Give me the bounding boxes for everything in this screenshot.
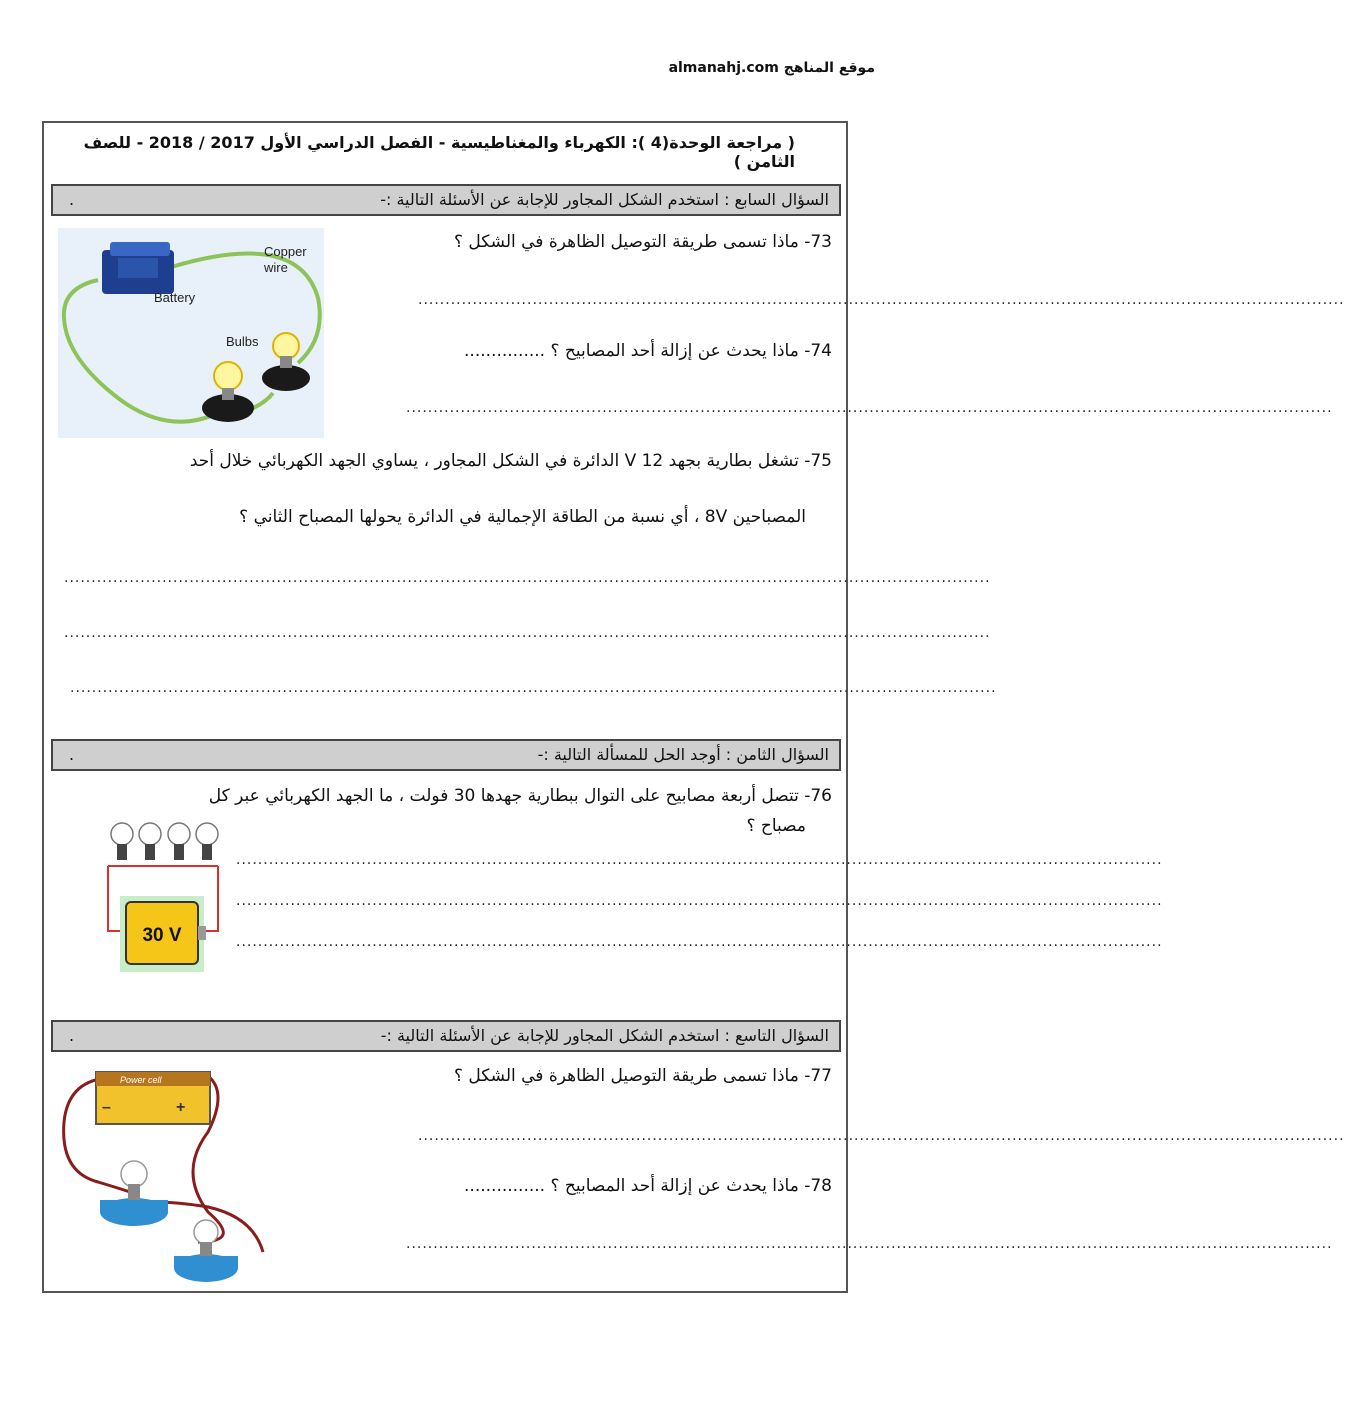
figure-series-circuit bbox=[58, 228, 324, 438]
question-76-line-2: مصباح ؟ bbox=[746, 816, 806, 836]
bulb-icon bbox=[196, 823, 218, 860]
answer-line-75c[interactable]: .......................................................................................................................................................................... bbox=[70, 680, 997, 696]
section-8-heading-text: السؤال الثامن : أوجد الحل للمسألة التالية :- bbox=[537, 745, 829, 764]
section-7-heading-text: السؤال السابع : استخدم الشكل المجاور للإجابة عن الأسئلة التالية :- bbox=[380, 190, 829, 209]
minus-terminal-label: – bbox=[102, 1099, 111, 1116]
figure-four-bulbs-circuit bbox=[104, 816, 224, 974]
answer-line-75a[interactable]: .......................................................................................................................................................................... bbox=[64, 570, 991, 586]
battery-voltage-label: 30 V bbox=[142, 925, 182, 946]
question-76-line-1: 76- تتصل أربعة مصابيح على التوال ببطارية جهدها 30 فولت ، ما الجهد الكهربائي عبر كل bbox=[208, 786, 832, 806]
answer-line-74[interactable]: .......................................................................................................................................................................... bbox=[406, 400, 1333, 416]
answer-line-78[interactable]: .......................................................................................................................................................................... bbox=[406, 1236, 1333, 1252]
answer-line-73[interactable]: .......................................................................................................................................................................... bbox=[418, 292, 1345, 308]
question-77: 77- ماذا تسمى طريقة التوصيل الظاهرة في الشكل ؟ bbox=[453, 1066, 832, 1086]
question-75-line-2: المصباحين 8V ، أي نسبة من الطاقة الإجمالية في الدائرة يحولها المصباح الثاني ؟ bbox=[239, 507, 806, 527]
power-cell-label: Power cell bbox=[120, 1075, 162, 1085]
section-7-end-mark: . bbox=[69, 190, 75, 209]
section-8-heading bbox=[51, 739, 841, 771]
question-75-line-1: 75- تشغل بطارية بجهد V 12 الدائرة في الشكل المجاور ، يساوي الجهد الكهربائي خلال أحد bbox=[189, 451, 832, 471]
figure-power-cell-circuit bbox=[58, 1062, 278, 1288]
answer-line-75b[interactable]: .......................................................................................................................................................................... bbox=[64, 625, 991, 641]
battery-icon bbox=[102, 242, 174, 294]
section-9-heading-text: السؤال التاسع : استخدم الشكل المجاور للإجابة عن الأسئلة التالية :- bbox=[380, 1026, 829, 1045]
section-9-end-mark: . bbox=[69, 1026, 75, 1045]
label-copper: Copper bbox=[264, 244, 307, 259]
answer-line-76a[interactable]: .......................................................................................................................................................................... bbox=[236, 852, 1163, 868]
answer-line-76b[interactable]: .......................................................................................................................................................................... bbox=[236, 893, 1163, 909]
page-title: ( مراجعة الوحدة(4 ): الكهرباء والمغناطيسية - الفصل الدراسي الأول 2017 / 2018 - للصف الثامن ) bbox=[83, 133, 795, 171]
question-74: 74- ماذا يحدث عن إزالة أحد المصابيح ؟ ............... bbox=[464, 341, 832, 361]
site-watermark: موقع المناهج almanahj.com bbox=[668, 60, 875, 76]
bulb-icon bbox=[111, 823, 133, 860]
label-wire: wire bbox=[264, 260, 288, 275]
section-7-heading bbox=[51, 184, 841, 216]
bulb-icon bbox=[100, 1161, 168, 1226]
section-8-end-mark: . bbox=[69, 745, 75, 764]
bulb-icon bbox=[139, 823, 161, 860]
bulb-icon bbox=[174, 1220, 238, 1282]
bulb-icon bbox=[168, 823, 190, 860]
label-bulbs: Bulbs bbox=[226, 334, 259, 349]
label-battery: Battery bbox=[154, 290, 196, 305]
answer-line-77[interactable]: .......................................................................................................................................................................... bbox=[418, 1128, 1345, 1144]
question-73: 73- ماذا تسمى طريقة التوصيل الظاهرة في الشكل ؟ bbox=[453, 232, 832, 252]
plus-terminal-label: + bbox=[176, 1099, 186, 1116]
section-9-heading bbox=[51, 1020, 841, 1052]
question-78: 78- ماذا يحدث عن إزالة أحد المصابيح ؟ ............... bbox=[464, 1176, 832, 1196]
answer-line-76c[interactable]: .......................................................................................................................................................................... bbox=[236, 934, 1163, 950]
